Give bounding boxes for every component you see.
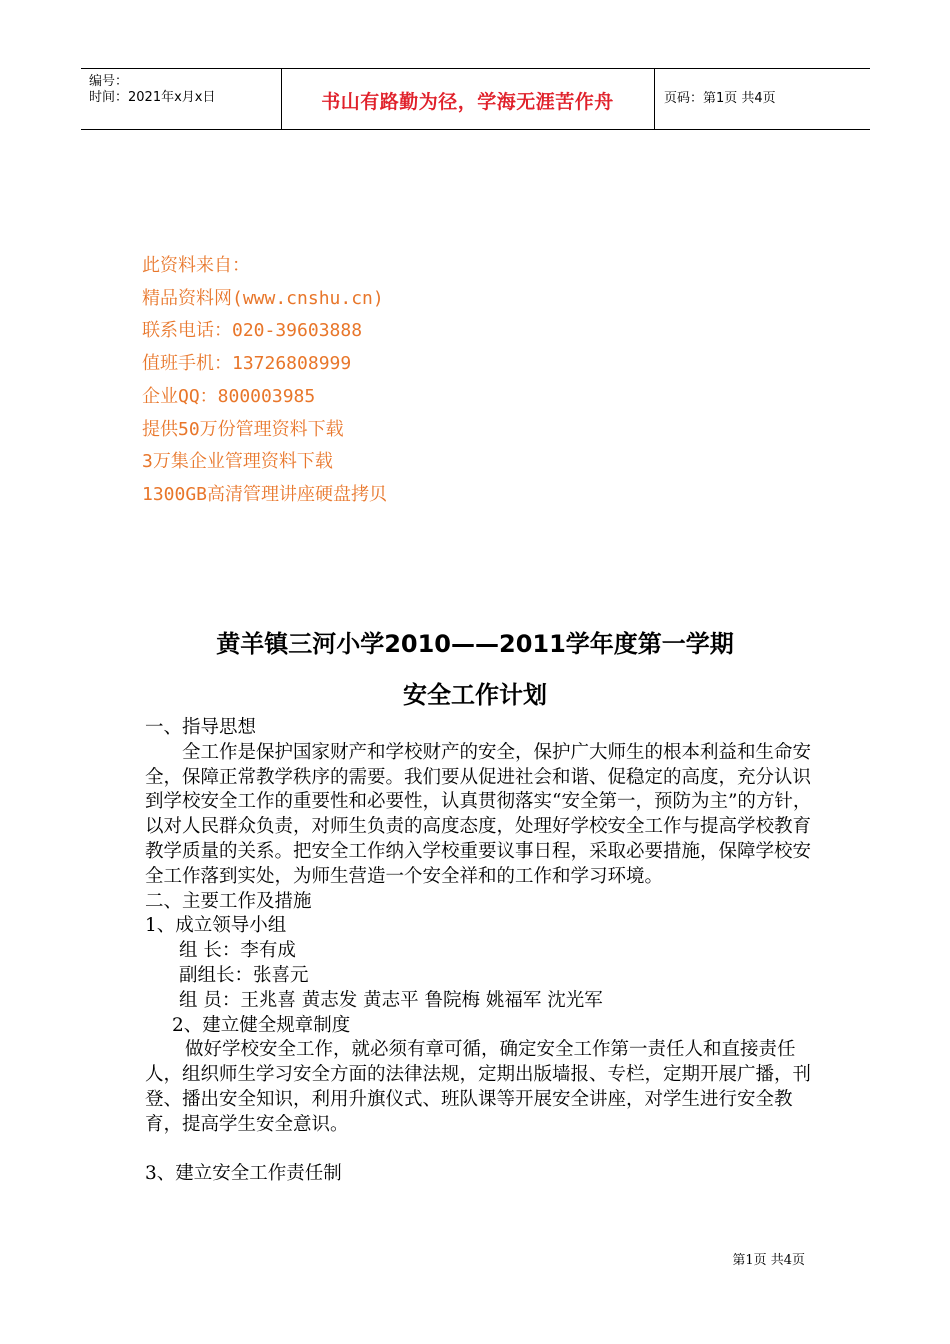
document-subtitle: 安全工作计划	[403, 681, 547, 709]
advert-line: 此资料来自：	[142, 255, 250, 276]
advert-line: 1300GB高清管理讲座硬盘拷贝	[142, 483, 388, 505]
advert-line: 企业QQ：800003985	[142, 385, 316, 407]
header-left-cell	[81, 69, 282, 129]
group-leader: 组 长：李有成	[179, 940, 296, 962]
header-motto: 书山有路勤为径，学海无涯苦作舟	[321, 91, 614, 113]
document-body	[145, 716, 815, 1187]
document-date: 时间：2021年x月x日	[89, 90, 216, 105]
group-members: 组 员：王兆喜 黄志发 黄志平 鲁院梅 姚福军 沈光军	[179, 989, 603, 1011]
item-heading: 3、建立安全工作责任制	[145, 1163, 342, 1185]
page-header	[81, 68, 870, 130]
section-heading: 二、主要工作及措施	[145, 890, 312, 912]
item-heading: 2、建立健全规章制度	[172, 1014, 351, 1036]
group-vice-leader: 副组长：张喜元	[179, 964, 309, 986]
regulations-paragraph: 做好学校安全工作，就必须有章可循，确定安全工作第一责任人和直接责任人，组织师生学习安全方面的法律法规，定期出版墙报、专栏，定期开展广播，刊登、播出安全知识，利用升旗仪式、班队课等开展安全讲座，对学生进行安全教育，提高学生安全意识。	[145, 1039, 812, 1135]
guiding-ideology-paragraph: 全工作是保护国家财产和学校财产的安全，保护广大师生的根本利益和生命安全，保障正常教学秩序的需要。我们要从促进社会和谐、促稳定的高度，充分认识到学校安全工作的重要性和必要性，认真贯彻落实“安全第一，预防为主”的方针，以对人民群众负责，对师生负责的高度态度，处理好学校安全工作与提高学校教育教学质量的关系。把安全工作纳入学校重要议事日程，采取必要措施，保障学校安全工作落到实处，为师生营造一个安全祥和的工作和学习环境。	[145, 741, 812, 887]
document-number-label: 编号：	[89, 74, 129, 89]
page-footer: 第1页 共4页	[732, 1253, 805, 1268]
advert-line: 精品资料网(www.cnshu.cn)	[142, 287, 384, 309]
source-advert-block	[142, 250, 387, 512]
paragraph-gap	[145, 1138, 815, 1163]
advert-line: 3万集企业管理资料下载	[142, 451, 333, 473]
header-page-info: 页码：第1页 共4页	[664, 91, 776, 106]
document-title: 黄羊镇三河小学2010——2011学年度第一学期	[216, 630, 734, 658]
section-heading: 一、指导思想	[145, 717, 257, 738]
header-right-cell	[654, 69, 870, 129]
advert-line: 提供50万份管理资料下载	[142, 418, 344, 440]
header-motto-cell	[281, 69, 655, 129]
advert-line: 值班手机：13726808999	[142, 353, 352, 375]
item-heading: 1、成立领导小组	[145, 915, 287, 937]
advert-line: 联系电话：020-39603888	[142, 320, 363, 342]
